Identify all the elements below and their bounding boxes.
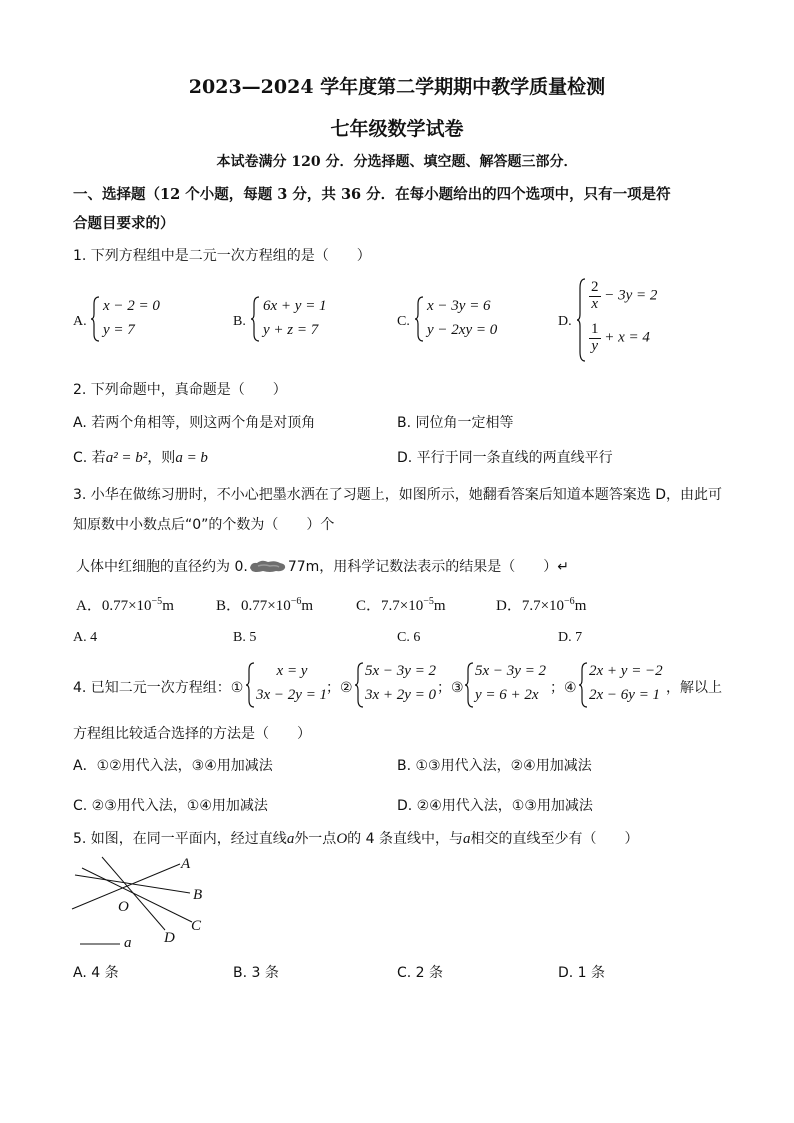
q3-fig-option-a: A．$0.77\times 10^{-5}m$ [76, 596, 174, 614]
q2-option-b: B. 同位角一定相等 [397, 415, 514, 431]
q5-lines-figure [70, 852, 220, 952]
q3-option-a: A. 4 [73, 630, 98, 645]
q1-b-eq1: 6x + y = 1 [263, 298, 327, 314]
q1-d-brace [576, 278, 586, 362]
q4-s3-eq2: y = 6 + 2x [475, 687, 539, 703]
q4-sep4: ；④ [550, 680, 577, 696]
q4-prefix: 4. 已知二元一次方程组：① [73, 680, 244, 696]
line-ob [75, 875, 190, 893]
q3-fig-option-b: B．$0.77\times 10^{-6}m$ [216, 596, 314, 614]
q4-s4-eq2: 2x − 6y = 1 [589, 687, 661, 703]
label-line-a: a [124, 935, 132, 951]
label-a-point: A [181, 856, 191, 872]
q4-s2-brace [354, 662, 364, 708]
exam-title: 2023—2024 学年度第二学期期中教学质量检测 [188, 76, 606, 98]
q1-a-eq1: x − 2 = 0 [103, 298, 160, 314]
q1-label-c: C. [397, 314, 410, 329]
q5-option-c: C. 2 条 [397, 965, 444, 981]
q4-s2-eq2: 3x + 2y = 0 [365, 687, 437, 703]
q4-option-a: A．①②用代入法，③④用加减法 [73, 758, 273, 774]
q4-option-b: B. ①③用代入法，②④用加减法 [397, 758, 592, 774]
q4-s1-eq2: 3x − 2y = 1 [256, 687, 328, 703]
q5-option-b: B. 3 条 [233, 965, 279, 981]
line-oc [82, 868, 192, 922]
q1-d-eq1: $\frac{2}{x}$ − 3y = 2 [591, 279, 658, 312]
q4-suffix: ，解以上 [666, 680, 722, 696]
line-od [102, 857, 165, 930]
section1-heading-line1: 一、选择题（12 个小题，每题 3 分，共 36 分．在每小题给出的四个选项中，只有一项是符 [73, 186, 671, 203]
q3-line2: 知原数中小数点后“0”的个数为（ ）个 [73, 517, 335, 533]
q1-c-brace [414, 296, 424, 342]
label-o-point: O [118, 899, 129, 915]
q5-option-a: A. 4 条 [73, 965, 119, 981]
q4-sep2: ；② [326, 680, 353, 696]
q5-option-d: D. 1 条 [558, 965, 606, 981]
q1-label-d: D. [558, 314, 572, 329]
q5-stem: 5. 如图，在同一平面内，经过直线a外一点O的 4 条直线中，与a相交的直线至少有（ ） [73, 831, 639, 847]
q4-sep3: ；③ [437, 680, 464, 696]
q2-option-c: C. 若a² = b²，则a = b [73, 450, 208, 466]
q4-s4-eq1: 2x + y = −2 [589, 663, 663, 679]
q3-fig-option-d: D．$7.7\times 10^{-6}m$ [496, 596, 587, 614]
label-b-point: B [193, 887, 203, 903]
q1-b-brace [250, 296, 260, 342]
q1-c-eq1: x − 3y = 6 [427, 298, 491, 314]
q2-option-a: A. 若两个角相等，则这两个角是对顶角 [73, 415, 316, 431]
q4-s1-eq1: x = y [276, 663, 308, 679]
ink-blot-icon [248, 558, 288, 574]
q1-label-a: A. [73, 314, 87, 329]
exam-note: 本试卷满分 120 分．分选择题、填空题、解答题三部分． [216, 154, 578, 170]
q3-option-d: D. 7 [558, 630, 583, 645]
q4-s4-brace [578, 662, 588, 708]
q3-fig-option-c: C．$7.7\times 10^{-5}m$ [356, 596, 446, 614]
label-d-point: D [164, 930, 175, 946]
section1-heading-line2: 合题目要求的） [73, 215, 175, 232]
q1-stem: 1. 下列方程组中是二元一次方程组的是（ ） [73, 248, 371, 264]
q1-d-eq2: $\frac{1}{y}$ + x = 4 [591, 321, 650, 354]
exam-subtitle: 七年级数学试卷 [330, 118, 464, 140]
label-c-point: C [191, 918, 202, 934]
q3-option-c: C. 6 [397, 630, 421, 645]
q3-figure-text: 人体中红细胞的直径约为 0. 77m，用科学记数法表示的结果是（ ）↵ [76, 559, 569, 575]
q4-s2-eq1: 5x − 3y = 2 [365, 663, 437, 679]
q1-a-eq2: y = 7 [103, 322, 135, 338]
q4-option-c: C. ②③用代入法，①④用加减法 [73, 798, 268, 814]
q1-label-b: B. [233, 314, 246, 329]
q3-option-b: B. 5 [233, 630, 257, 645]
q1-a-brace [90, 296, 100, 342]
q4-option-d: D. ②④用代入法，①③用加减法 [397, 798, 593, 814]
q4-s3-brace [464, 662, 474, 708]
q4-s3-eq1: 5x − 3y = 2 [475, 663, 547, 679]
q3-line1: 3. 小华在做练习册时，不小心把墨水洒在了习题上，如图所示，她翻看答案后知道本题答案选 D，由此可 [73, 487, 723, 503]
q1-b-eq2: y + z = 7 [263, 322, 319, 338]
q2-option-d: D. 平行于同一条直线的两直线平行 [397, 450, 613, 466]
q4-line2: 方程组比较适合选择的方法是（ ） [73, 726, 311, 742]
q4-s1-brace [245, 662, 255, 708]
q2-stem: 2. 下列命题中，真命题是（ ） [73, 382, 287, 398]
q1-c-eq2: y − 2xy = 0 [427, 322, 498, 338]
